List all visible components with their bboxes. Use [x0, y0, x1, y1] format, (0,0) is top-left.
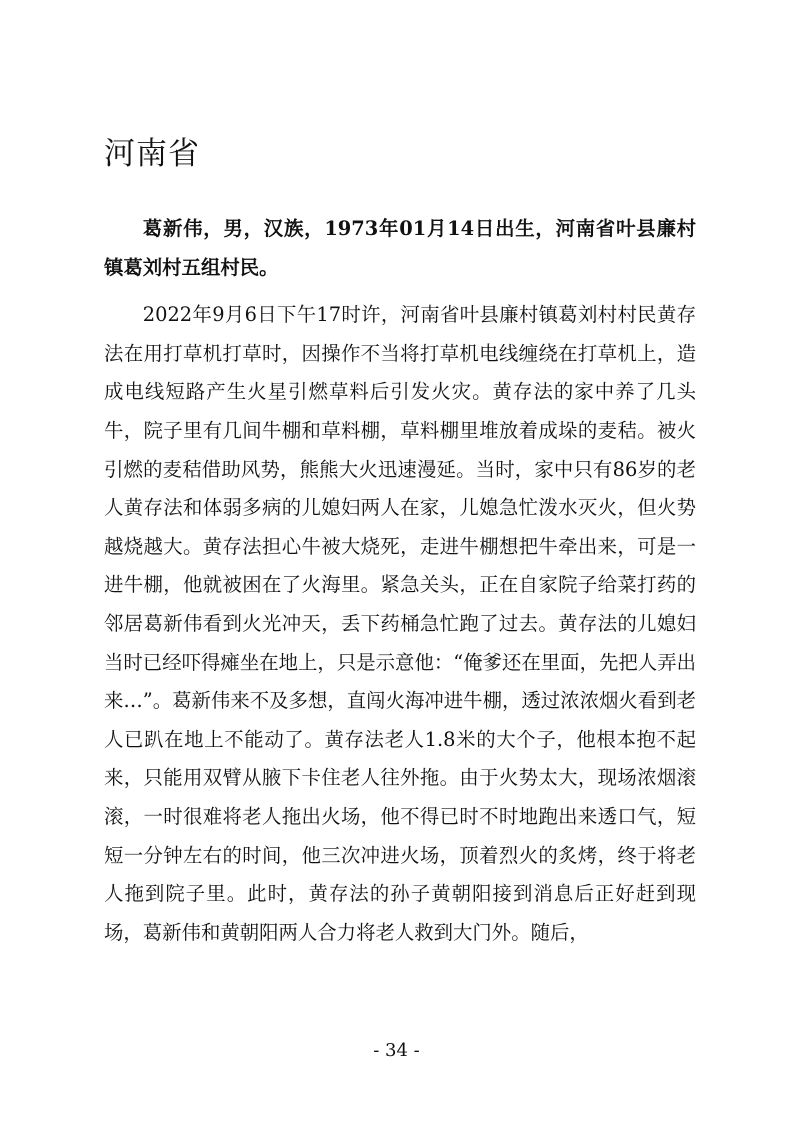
- page-number: - 34 -: [373, 1040, 420, 1061]
- section-heading: 河南省: [104, 136, 200, 172]
- story-paragraph: 2022年9月6日下午17时许，河南省叶县廉村镇葛刘村村民黄存法在用打草机打草时，因操作不当将打草机电线缠绕在打草机上，造成电线短路产生火星引燃草料后引发火灾。黄存法的家中养了几头牛，院子里有几间牛棚和草料棚，草料棚里堆放着成垛的麦秸。被火引燃的麦秸借助风势，熊熊大火迅速漫延。当时，家中只有86岁的老人黄存法和体弱多病的儿媳妇两人在家，儿媳急忙泼水灭火，但火势越烧越大。黄存法担心牛被大烧死，走进牛棚想把牛牵出来，可是一进牛棚，他就被困在了火海里。紧急关头，正在自家院子给菜打药的邻居葛新伟看到火光冲天，丢下药桶急忙跑了过去。黄存法的儿媳妇当时已经吓得瘫坐在地上，只是示意他：“俺爹还在里面，先把人弄出来…”。葛新伟来不及多想，直闯火海冲进牛棚，透过浓浓烟火看到老人已趴在地上不能动了。黄存法老人1.8米的大个子，他根本抱不起来，只能用双臂从腋下卡住老人往外拖。由于火势太大，现场浓烟滚滚，一时很难将老人拖出火场，他不得已时不时地跑出来透口气，短短一分钟左右的时间，他三次冲进火场，顶着烈火的炙烤，终于将老人拖到院子里。此时，黄存法的孙子黄朝阳接到消息后正好赶到现场，葛新伟和黄朝阳两人合力将老人救到大门外。随后，: [104, 303, 696, 944]
- document-text: [104, 210, 696, 952]
- person-intro: 葛新伟，男，汉族，1973年01月14日出生，河南省叶县廉村镇葛刘村五组村民。: [104, 217, 696, 279]
